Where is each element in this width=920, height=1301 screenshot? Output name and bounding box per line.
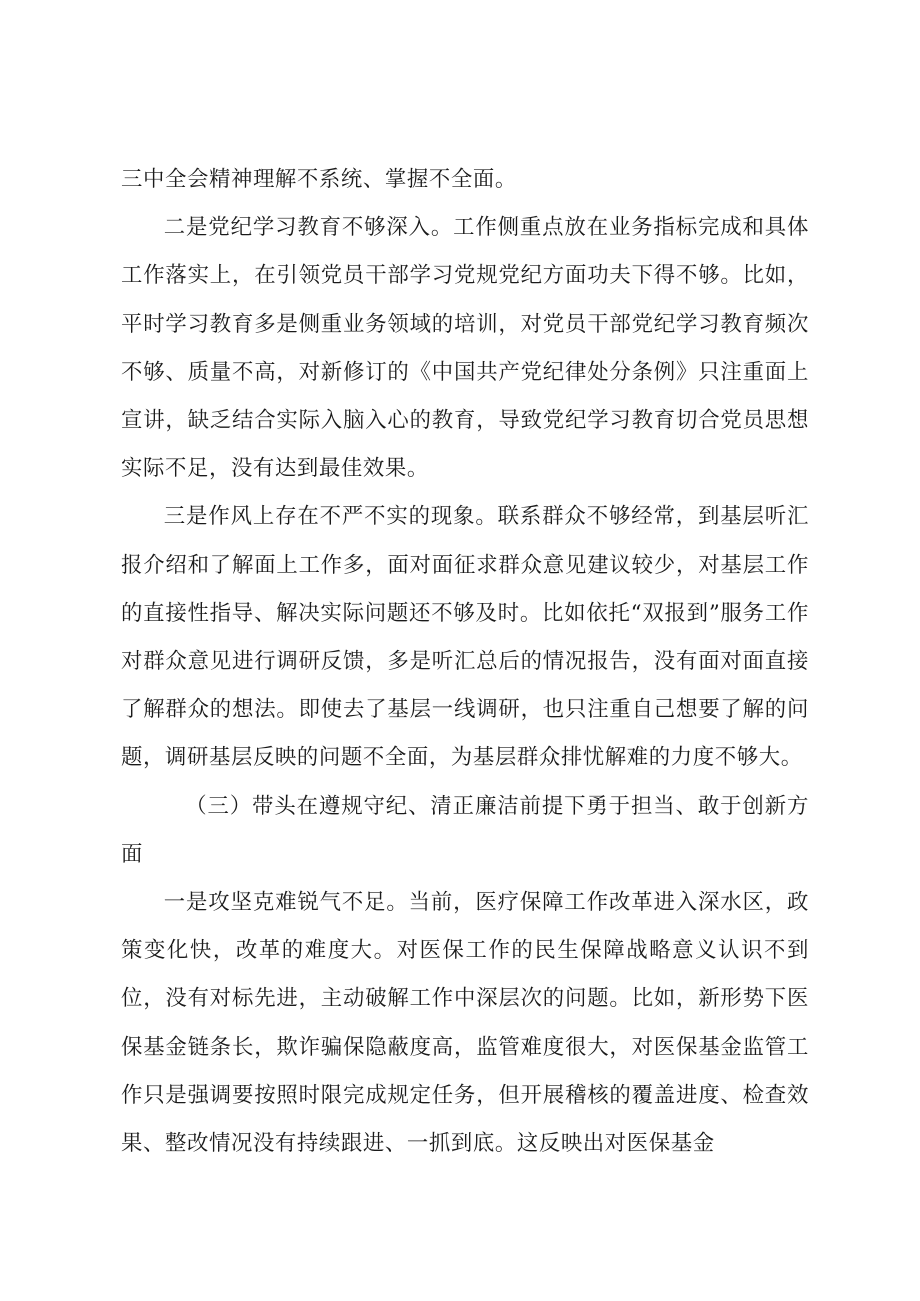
paragraph-party-discipline-education: 二是党纪学习教育不够深入。工作侧重点放在业务指标完成和具体工作落实上，在引领党员干部学习党规党纪方面功夫下得不够。比如，平时学习教育多是侧重业务领域的培训，对党员干部党纪学习教育频次不够、质量不高，对新修订的《中国共产党纪律处分条例》只注重面上宣讲，缺乏结合实际入脑入心的教育，导致党纪学习教育切合党员思想实际不足，没有达到最佳效果。: [121, 215, 809, 482]
section-heading-three: （三）带头在遵规守纪、清正廉洁前提下勇于担当、敢于创新方面: [121, 793, 809, 867]
document-body: [121, 156, 809, 1168]
paragraph-tackling-difficulties: 一是攻坚克难锐气不足。当前，医疗保障工作改革进入深水区，政策变化快，改革的难度大。对医保工作的民生保障战略意义认识不到位，没有对标先进，主动破解工作中深层次的问题。比如，新形势下医保基金链条长，欺诈骗保隐蔽度高，监管难度很大，对医保基金监管工作只是强调要按照时限完成规定任务，但开展稽核的覆盖进度、检查效果、整改情况没有持续跟进、一抓到底。这反映出对医保基金: [121, 890, 809, 1157]
paragraph-continuation: 三中全会精神理解不系统、掌握不全面。: [121, 167, 517, 192]
paragraph-work-style: 三是作风上存在不严不实的现象。联系群众不够经常，到基层听汇报介绍和了解面上工作多，面对面征求群众意见建议较少，对基层工作的直接性指导、解决实际问题还不够及时。比如依托“双报到”服务工作对群众意见进行调研反馈，多是听汇总后的情况报告，没有面对面直接了解群众的想法。即使去了基层一线调研，也只注重自己想要了解的问题，调研基层反映的问题不全面，为基层群众排忧解难的力度不够大。: [121, 504, 809, 771]
